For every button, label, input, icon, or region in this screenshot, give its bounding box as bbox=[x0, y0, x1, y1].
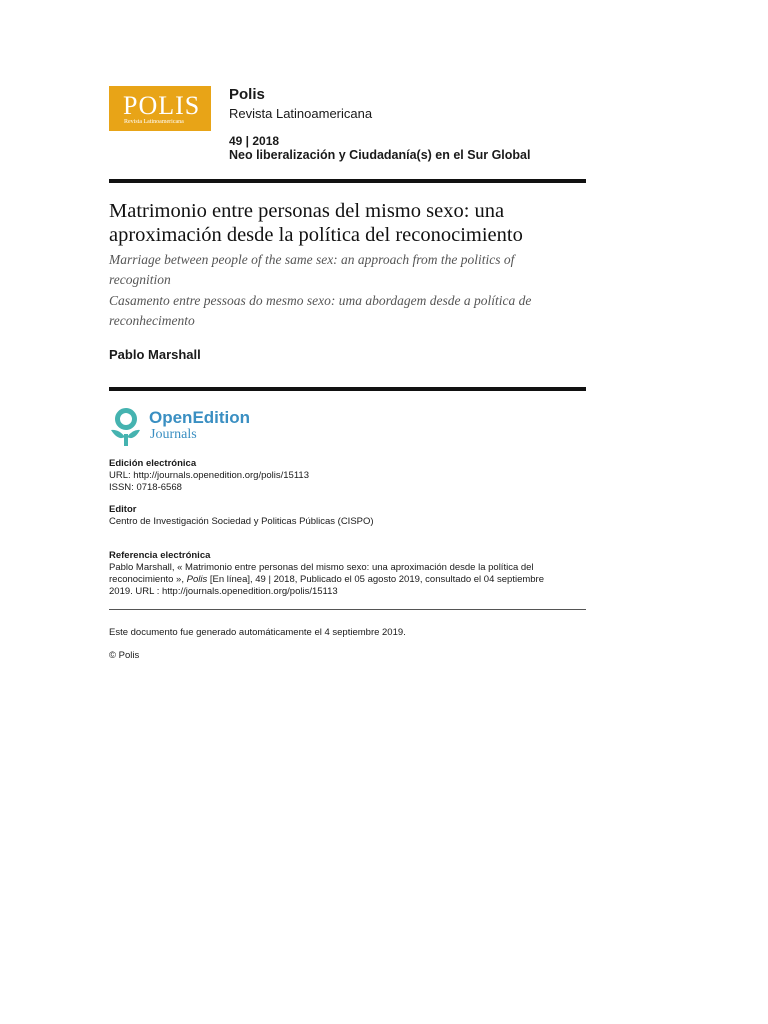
editor-name: Centro de Investigación Sociedad y Politicas Públicas (CISPO) bbox=[109, 516, 374, 527]
article-title-block bbox=[109, 199, 589, 331]
alt-title-line: Marriage between people of the same sex: an approach from the politics of bbox=[109, 252, 515, 267]
edicion-electronica-section bbox=[109, 458, 589, 494]
generated-notice: Este documento fue generado automáticamente el 4 septiembre 2019. bbox=[109, 627, 406, 638]
journal-info bbox=[229, 86, 589, 163]
copyright-notice: © Polis bbox=[109, 650, 140, 661]
logo-subtitle: Revista Latinoamericana bbox=[124, 119, 184, 125]
issue-number: 49 | 2018 bbox=[229, 134, 280, 148]
referencia-url-line[interactable]: 2019. URL : http://journals.openedition.org/polis/15113 bbox=[109, 586, 338, 597]
referencia-text: [En línea], 49 | 2018, Publicado el 05 agosto 2019, consultado el 04 septiembre bbox=[207, 574, 545, 585]
referencia-text: reconocimiento », bbox=[109, 574, 187, 585]
logo-word: POLIS bbox=[123, 91, 201, 120]
journal-subtitle: Revista Latinoamericana bbox=[229, 106, 373, 121]
footer-divider bbox=[109, 609, 586, 610]
referencia-section bbox=[109, 550, 589, 598]
article-title-line: aproximación desde la política del reconocimiento bbox=[109, 224, 523, 246]
article-title bbox=[109, 199, 589, 247]
polis-logo bbox=[109, 86, 211, 131]
alt-title-line: recognition bbox=[109, 272, 171, 287]
editor-section bbox=[109, 504, 589, 528]
openedition-logo bbox=[109, 408, 269, 448]
bottom-divider bbox=[109, 387, 586, 391]
edicion-url[interactable]: URL: http://journals.openedition.org/polis/15113 bbox=[109, 470, 309, 481]
referencia-line bbox=[109, 574, 589, 586]
referencia-journal: Polis bbox=[186, 574, 208, 585]
editor-label: Editor bbox=[109, 504, 137, 515]
edicion-issn: ISSN: 0718-6568 bbox=[109, 482, 182, 493]
top-divider bbox=[109, 179, 586, 183]
journal-name: Polis bbox=[229, 86, 265, 103]
alt-title-line: reconhecimento bbox=[109, 313, 195, 328]
issue-title: Neo liberalización y Ciudadanía(s) en el Sur Global bbox=[229, 148, 531, 162]
openedition-flower-icon bbox=[109, 408, 145, 448]
referencia-line: Pablo Marshall, « Matrimonio entre personas del mismo sexo: una aproximación desde la política del bbox=[109, 562, 534, 573]
alt-title-english bbox=[109, 250, 589, 290]
article-title-line: Matrimonio entre personas del mismo sexo: una bbox=[109, 200, 505, 222]
openedition-journals-label: Journals bbox=[150, 427, 197, 442]
openedition-wordmark: OpenEdition bbox=[149, 408, 251, 427]
alt-title-portuguese bbox=[109, 291, 589, 331]
referencia-label: Referencia electrónica bbox=[109, 550, 211, 561]
author-name: Pablo Marshall bbox=[109, 347, 201, 362]
edicion-label: Edición electrónica bbox=[109, 458, 197, 469]
alt-title-line: Casamento entre pessoas do mesmo sexo: uma abordagem desde a política de bbox=[109, 293, 532, 308]
